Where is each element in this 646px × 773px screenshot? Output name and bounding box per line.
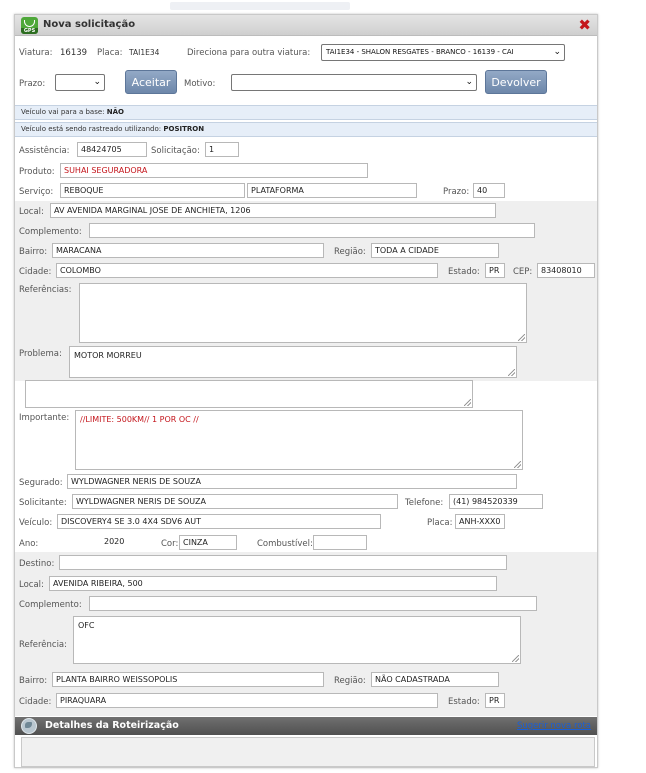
resize-grip-icon xyxy=(512,655,519,662)
cep-label: CEP: xyxy=(513,267,533,277)
chevron-down-icon: ⌄ xyxy=(465,77,473,87)
segurado-field[interactable]: WYLDWAGNER NERIS DE SOUZA xyxy=(67,474,517,489)
servico-label: Serviço: xyxy=(19,187,54,197)
produto-field[interactable]: SUHAI SEGURADORA xyxy=(60,163,368,178)
gps-icon: GPS xyxy=(21,17,38,34)
destino-estado-field[interactable]: PR xyxy=(485,693,505,708)
estado-label: Estado: xyxy=(448,267,480,277)
motivo-select[interactable] xyxy=(231,74,477,91)
prazo-label: Prazo: xyxy=(19,79,46,89)
referencia-label: Referência: xyxy=(19,640,68,650)
resize-grip-icon xyxy=(508,369,515,376)
devolver-button[interactable]: Devolver xyxy=(485,70,547,94)
aceitar-button[interactable]: Aceitar xyxy=(125,70,177,94)
destino-regiao-field[interactable]: NÃO CADASTRADA xyxy=(371,672,499,687)
destino-bairro-field[interactable]: PLANTA BAIRRO WEISSOPOLIS xyxy=(52,672,324,687)
importante-textarea[interactable]: //LIMITE: 500KM// 1 POR OC // xyxy=(75,410,523,470)
combustivel-field[interactable] xyxy=(313,535,367,550)
solicitacao-field[interactable]: 1 xyxy=(205,142,239,157)
servico-tipo-field[interactable]: PLATAFORMA xyxy=(247,183,417,198)
problema-extra-textarea[interactable] xyxy=(25,380,473,408)
referencias-label: Referências: xyxy=(19,285,72,295)
dialog-titlebar xyxy=(15,15,597,36)
local-label: Local: xyxy=(19,207,44,217)
dialog-title: Nova solicitação xyxy=(43,19,136,30)
origem-prazo-label: Prazo: xyxy=(443,187,470,197)
motivo-label: Motivo: xyxy=(184,79,216,89)
bairro-field[interactable]: MARACANA xyxy=(52,243,324,258)
cor-label: Cor: xyxy=(161,539,179,549)
close-icon[interactable]: ✖ xyxy=(578,16,591,34)
referencia-textarea[interactable]: OFC xyxy=(73,616,521,664)
roteirizacao-title: Detalhes da Roteirização xyxy=(45,720,179,731)
origem-prazo-field[interactable]: 40 xyxy=(473,183,505,198)
complemento-field[interactable] xyxy=(89,223,535,238)
bairro-label: Bairro: xyxy=(19,247,48,257)
prazo-select[interactable] xyxy=(55,74,105,91)
nova-solicitacao-dialog xyxy=(14,14,598,768)
cidade-field[interactable]: COLOMBO xyxy=(56,263,438,278)
solicitante-field[interactable]: WYLDWAGNER NERIS DE SOUZA xyxy=(72,494,398,509)
ano-label: Ano: xyxy=(19,539,39,549)
veiculo-label: Veículo: xyxy=(19,518,53,528)
sugerir-nova-rota-link[interactable]: Sugerir nova rota xyxy=(516,721,591,731)
servico-field[interactable]: REBOQUE xyxy=(60,183,245,198)
destino-estado-label: Estado: xyxy=(448,697,480,707)
telefone-label: Telefone: xyxy=(405,498,444,508)
produto-label: Produto: xyxy=(19,167,55,177)
destino-cidade-label: Cidade: xyxy=(19,697,52,707)
destino-regiao-label: Região: xyxy=(334,676,366,686)
destino-local-label: Local: xyxy=(19,580,44,590)
direciona-label: Direciona para outra viatura: xyxy=(187,48,311,58)
destino-label: Destino: xyxy=(19,559,55,569)
segurado-label: Segurado: xyxy=(19,478,63,488)
assistencia-label: Assistência: xyxy=(19,146,70,156)
roteirizacao-panel xyxy=(21,737,595,767)
solicitacao-label: Solicitação: xyxy=(151,146,200,156)
solicitante-label: Solicitante: xyxy=(19,498,67,508)
destino-field[interactable] xyxy=(59,555,507,570)
veiculo-placa-field[interactable]: ANH-XXX0 xyxy=(455,514,505,529)
background-blur xyxy=(170,2,350,10)
estado-field[interactable]: PR xyxy=(485,263,505,278)
viatura-value: 16139 xyxy=(60,48,88,58)
cep-field[interactable]: 83408010 xyxy=(537,263,595,278)
globe-icon xyxy=(21,718,37,734)
cor-field[interactable]: CINZA xyxy=(179,535,237,550)
assistencia-field[interactable]: 48424705 xyxy=(77,142,147,157)
placa-label: Placa: xyxy=(97,48,123,58)
importante-label: Importante: xyxy=(19,413,70,423)
complemento-label: Complemento: xyxy=(19,227,82,237)
resize-grip-icon xyxy=(514,461,521,468)
cidade-label: Cidade: xyxy=(19,267,52,277)
chevron-down-icon: ⌄ xyxy=(93,77,101,87)
regiao-label: Região: xyxy=(334,247,366,257)
destino-cidade-field[interactable]: PIRAQUARA xyxy=(56,693,438,708)
resize-grip-icon xyxy=(464,399,471,406)
veiculo-placa-label: Placa: xyxy=(427,518,453,528)
viatura-label: Viatura: xyxy=(19,48,53,58)
direciona-select[interactable]: TAI1E34 - SHALON RESGATES - BRANCO - 16139 - CAI ⌄ xyxy=(321,44,565,61)
destino-complemento-field[interactable] xyxy=(89,596,537,611)
ano-field[interactable]: 2020 xyxy=(101,535,145,550)
destino-bairro-label: Bairro: xyxy=(19,676,48,686)
problema-textarea[interactable]: MOTOR MORREU xyxy=(69,346,517,378)
resize-grip-icon xyxy=(518,334,525,341)
destino-local-field[interactable]: AVENIDA RIBEIRA, 500 xyxy=(49,576,497,591)
info-rastreio: Veículo está sendo rastreado utilizando: POSITRON xyxy=(15,122,597,137)
problema-label: Problema: xyxy=(19,349,62,359)
telefone-field[interactable]: (41) 984520339 xyxy=(449,494,543,509)
combustivel-label: Combustível: xyxy=(257,539,313,549)
chevron-down-icon: ⌄ xyxy=(553,47,561,57)
destino-complemento-label: Complemento: xyxy=(19,600,82,610)
regiao-field[interactable]: TODA A CIDADE xyxy=(371,243,499,258)
veiculo-field[interactable]: DISCOVERY4 SE 3.0 4X4 SDV6 AUT xyxy=(57,514,381,529)
placa-value: TAI1E34 xyxy=(129,48,160,57)
roteirizacao-header xyxy=(15,717,597,735)
referencias-textarea[interactable] xyxy=(79,283,527,343)
info-base: Veículo vai para a base: NÃO xyxy=(15,105,597,120)
local-field[interactable]: AV AVENIDA MARGINAL JOSE DE ANCHIETA, 1206 xyxy=(50,203,496,218)
